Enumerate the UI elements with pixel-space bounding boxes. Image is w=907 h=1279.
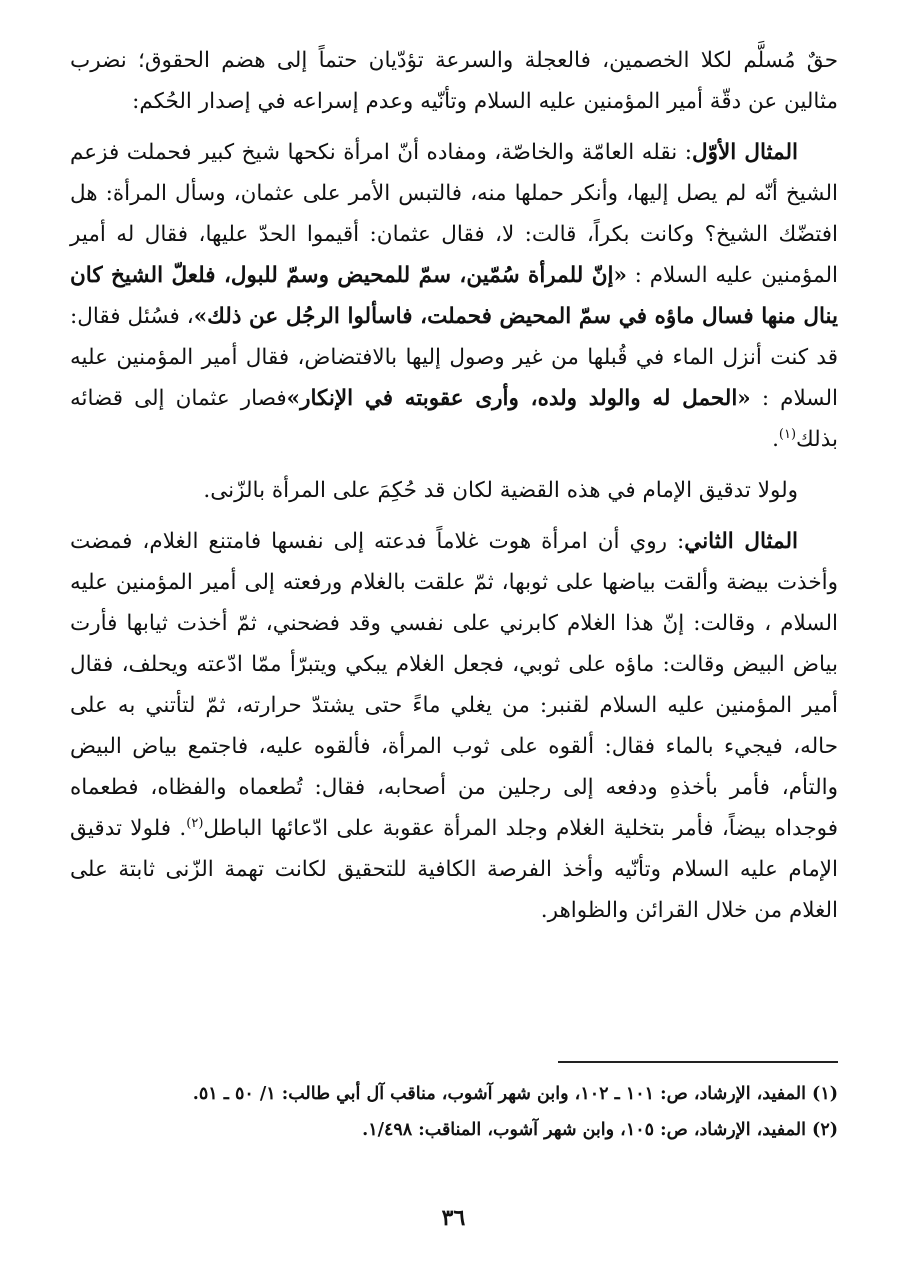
first-example-quote-1: «إنّ للمرأة سُمّين، سمّ للمحيض وسمّ للبول، فلعلّ الشيخ كان ينال منها فسال ماؤه في سمّ المحيض فحملت، فاسألوا الرجُل عن ذلك» xyxy=(70,263,838,329)
second-example-text-1: : روي أن امرأة هوت غلاماً فدعته إلى نفسها فامتنع الغلام، فمضت وأخذت بيضة وألقت بياضها على ثوبها، ثمّ علقت بالغلام ورفعته إلى أمير المؤمنين عليه السلام ، وقالت: إنّ هذا الغلام كابرني على نفسي وقد فضحني، ثمّ أخذت ثيابها فأرت بياض البيض وقالت: ماؤه على ثوبي، فجعل الغلام يبكي ويتبرّأ ممّا ادّعته ويحلف، فقال أمير المؤمنين عليه السلام لقنبر: من يغلي ماءً حتى يشتدّ حرارته، ثمّ لتأتني به على حاله، فيجيء بالماء فقال: ألقوه على ثوب المرأة، فألقوه عليه، فاجتمع بياض البيض والتأم، فأمر بأخذهِ ودفعه إلى رجلين من أصحابه، فقال: تُطعماه والفظاه، فطعماه فوجداه بيضاً، فأمر بتخلية الغلام وجلد المرأة عقوبة على ادّعائها الباطل xyxy=(70,529,838,841)
second-example-label: المثال الثاني xyxy=(684,529,798,554)
first-example-quote-2: «الحمل له والولد ولده، وأرى عقوبته في الإنكار» xyxy=(286,386,751,411)
first-example-end: . xyxy=(772,427,779,452)
footnotes xyxy=(70,1078,838,1150)
page-number: ٣٦ xyxy=(441,1205,466,1231)
page-body xyxy=(70,40,838,931)
first-example-paragraph xyxy=(70,132,838,460)
first-example-text-1: : نقله العامّة والخاصّة، ومفاده أنّ امرأة نكحها شيخ كبير فحملت فزعم الشيخ أنّه لم يصل إليها، وأنكر حملها منه، فالتبس الأمر على عثمان، وسأل المرأة: هل افتضّك الشيخ؟ وكانت بكراً، قالت: لا، فقال عثمان: أقيموا الحدّ عليها، فقال له أمير المؤمنين عليه السلام : xyxy=(70,140,838,288)
second-example-text-2: . فلولا تدقيق الإمام عليه السلام وتأنّيه وأخذ الفرصة الكافية للتحقيق لكانت تهمة الزّنى ثابتة على الغلام من خلال القرائن والظواهر. xyxy=(70,816,838,923)
second-example-paragraph xyxy=(70,521,838,931)
footnote-divider xyxy=(558,1061,838,1063)
conclusion-paragraph: ولولا تدقيق الإمام في هذه القضية لكان قد حُكِمَ على المرأة بالزّنى. xyxy=(203,478,798,503)
footnote-ref-2: (٢) xyxy=(186,815,204,831)
first-example-label: المثال الأوّل xyxy=(692,140,798,165)
intro-paragraph: حقٌ مُسلَّم لكلا الخصمين، فالعجلة والسرعة تؤدّيان حتماً إلى هضم الحقوق؛ نضرب مثالين عن دقّة أمير المؤمنين عليه السلام وتأنّيه وعدم إسراعه في إصدار الحُكم: xyxy=(70,48,838,114)
first-example-text-3: فصار عثمان إلى قضائه بذلك xyxy=(70,386,838,452)
footnote-2: (٢) المفيد، الإرشاد، ص: ١٠٥، وابن شهر آشوب، المناقب: ١/٤٩٨. xyxy=(362,1120,838,1140)
first-example-text-2: ، فسُئل فقال: قد كنت أنزل الماء في قُبلها من غير وصول إليها بالافتضاض، فقال أمير المؤمنين عليه السلام : xyxy=(70,304,839,411)
footnote-1: (١) المفيد، الإرشاد، ص: ١٠١ ـ ١٠٢، وابن شهر آشوب، مناقب آل أبي طالب: ١/ ٥٠ ـ ٥١. xyxy=(192,1084,838,1104)
footnote-ref-1: (١) xyxy=(778,426,797,442)
